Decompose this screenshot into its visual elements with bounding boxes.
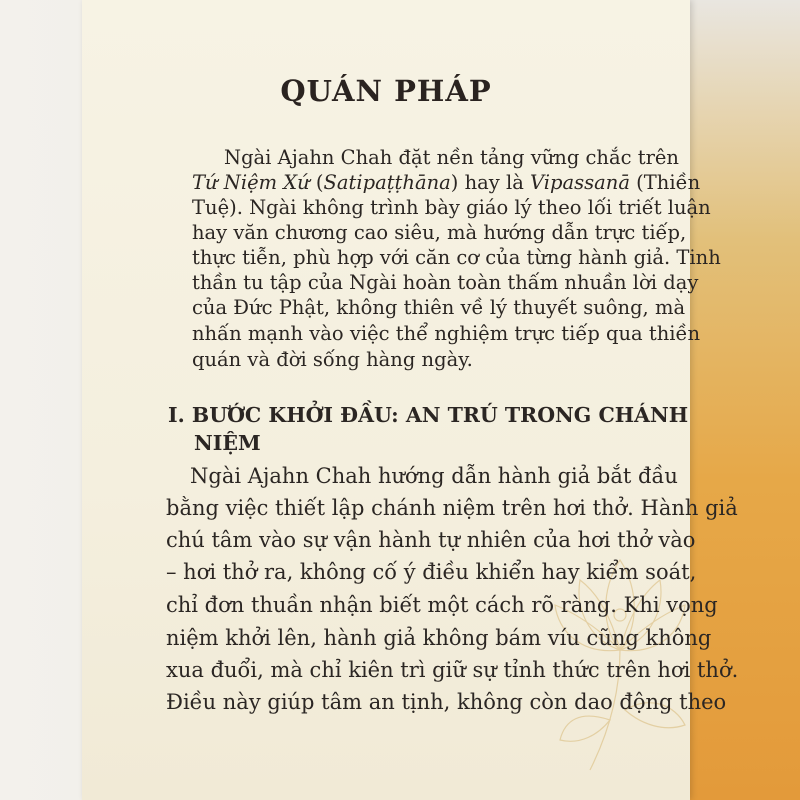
section-heading-line-2: NIỆM — [194, 431, 261, 455]
intro-term-vipassana: Vipassanā — [530, 171, 630, 194]
section-line-3: chú tâm vào sự vận hành tự nhiên của hơi thở vào — [166, 528, 696, 552]
intro-term-satipatthana: Satipaṭṭhāna — [323, 171, 451, 194]
section-line-7: xua đuổi, mà chỉ kiên trì giữ sự tỉnh thức trên hơi thở. — [166, 658, 739, 682]
section-heading-line-1: I. BƯỚC KHỞI ĐẦU: AN TRÚ TRONG CHÁNH — [168, 403, 689, 427]
intro-text-thien: (Thiền — [629, 171, 701, 194]
intro-line-6: thần tu tập của Ngài hoàn toàn thấm nhuần lời dạy — [192, 271, 699, 294]
page-title: QUÁN PHÁP — [280, 74, 492, 108]
intro-line-5: thực tiễn, phù hợp với căn cơ của từng hành giả. Tinh — [192, 246, 721, 269]
book-page — [82, 0, 739, 800]
intro-text-hay-la: ) hay là — [450, 171, 531, 194]
intro-line-3: Tuệ). Ngài không trình bày giáo lý theo lối triết luận — [192, 196, 711, 219]
section-line-8: Điều này giúp tâm an tịnh, không còn dao động theo — [166, 690, 727, 714]
intro-line-9: quán và đời sống hàng ngày. — [192, 348, 473, 371]
intro-line-4: hay văn chương cao siêu, mà hướng dẫn trực tiếp, — [192, 221, 687, 244]
section-line-1: Ngài Ajahn Chah hướng dẫn hành giả bắt đầu — [190, 464, 678, 488]
intro-line-8: nhấn mạnh vào việc thể nghiệm trực tiếp qua thiền — [192, 322, 701, 345]
intro-line-7: của Đức Phật, không thiên về lý thuyết suông, mà — [192, 296, 686, 319]
section-line-5: chỉ đơn thuần nhận biết một cách rõ ràng. Khi vọng — [166, 593, 718, 617]
section-line-2: bằng việc thiết lập chánh niệm trên hơi thở. Hành giả — [166, 496, 738, 520]
intro-paren-open: ( — [309, 171, 324, 194]
section-line-4: – hơi thở ra, không cố ý điều khiển hay kiểm soát, — [166, 560, 697, 584]
intro-line-2 — [192, 171, 700, 195]
intro-term-tu-niem-xu: Tứ Niệm Xứ — [192, 171, 310, 194]
section-line-6: niệm khởi lên, hành giả không bám víu cũng không — [166, 626, 712, 650]
intro-line-1: Ngài Ajahn Chah đặt nền tảng vững chắc trên — [224, 146, 679, 169]
